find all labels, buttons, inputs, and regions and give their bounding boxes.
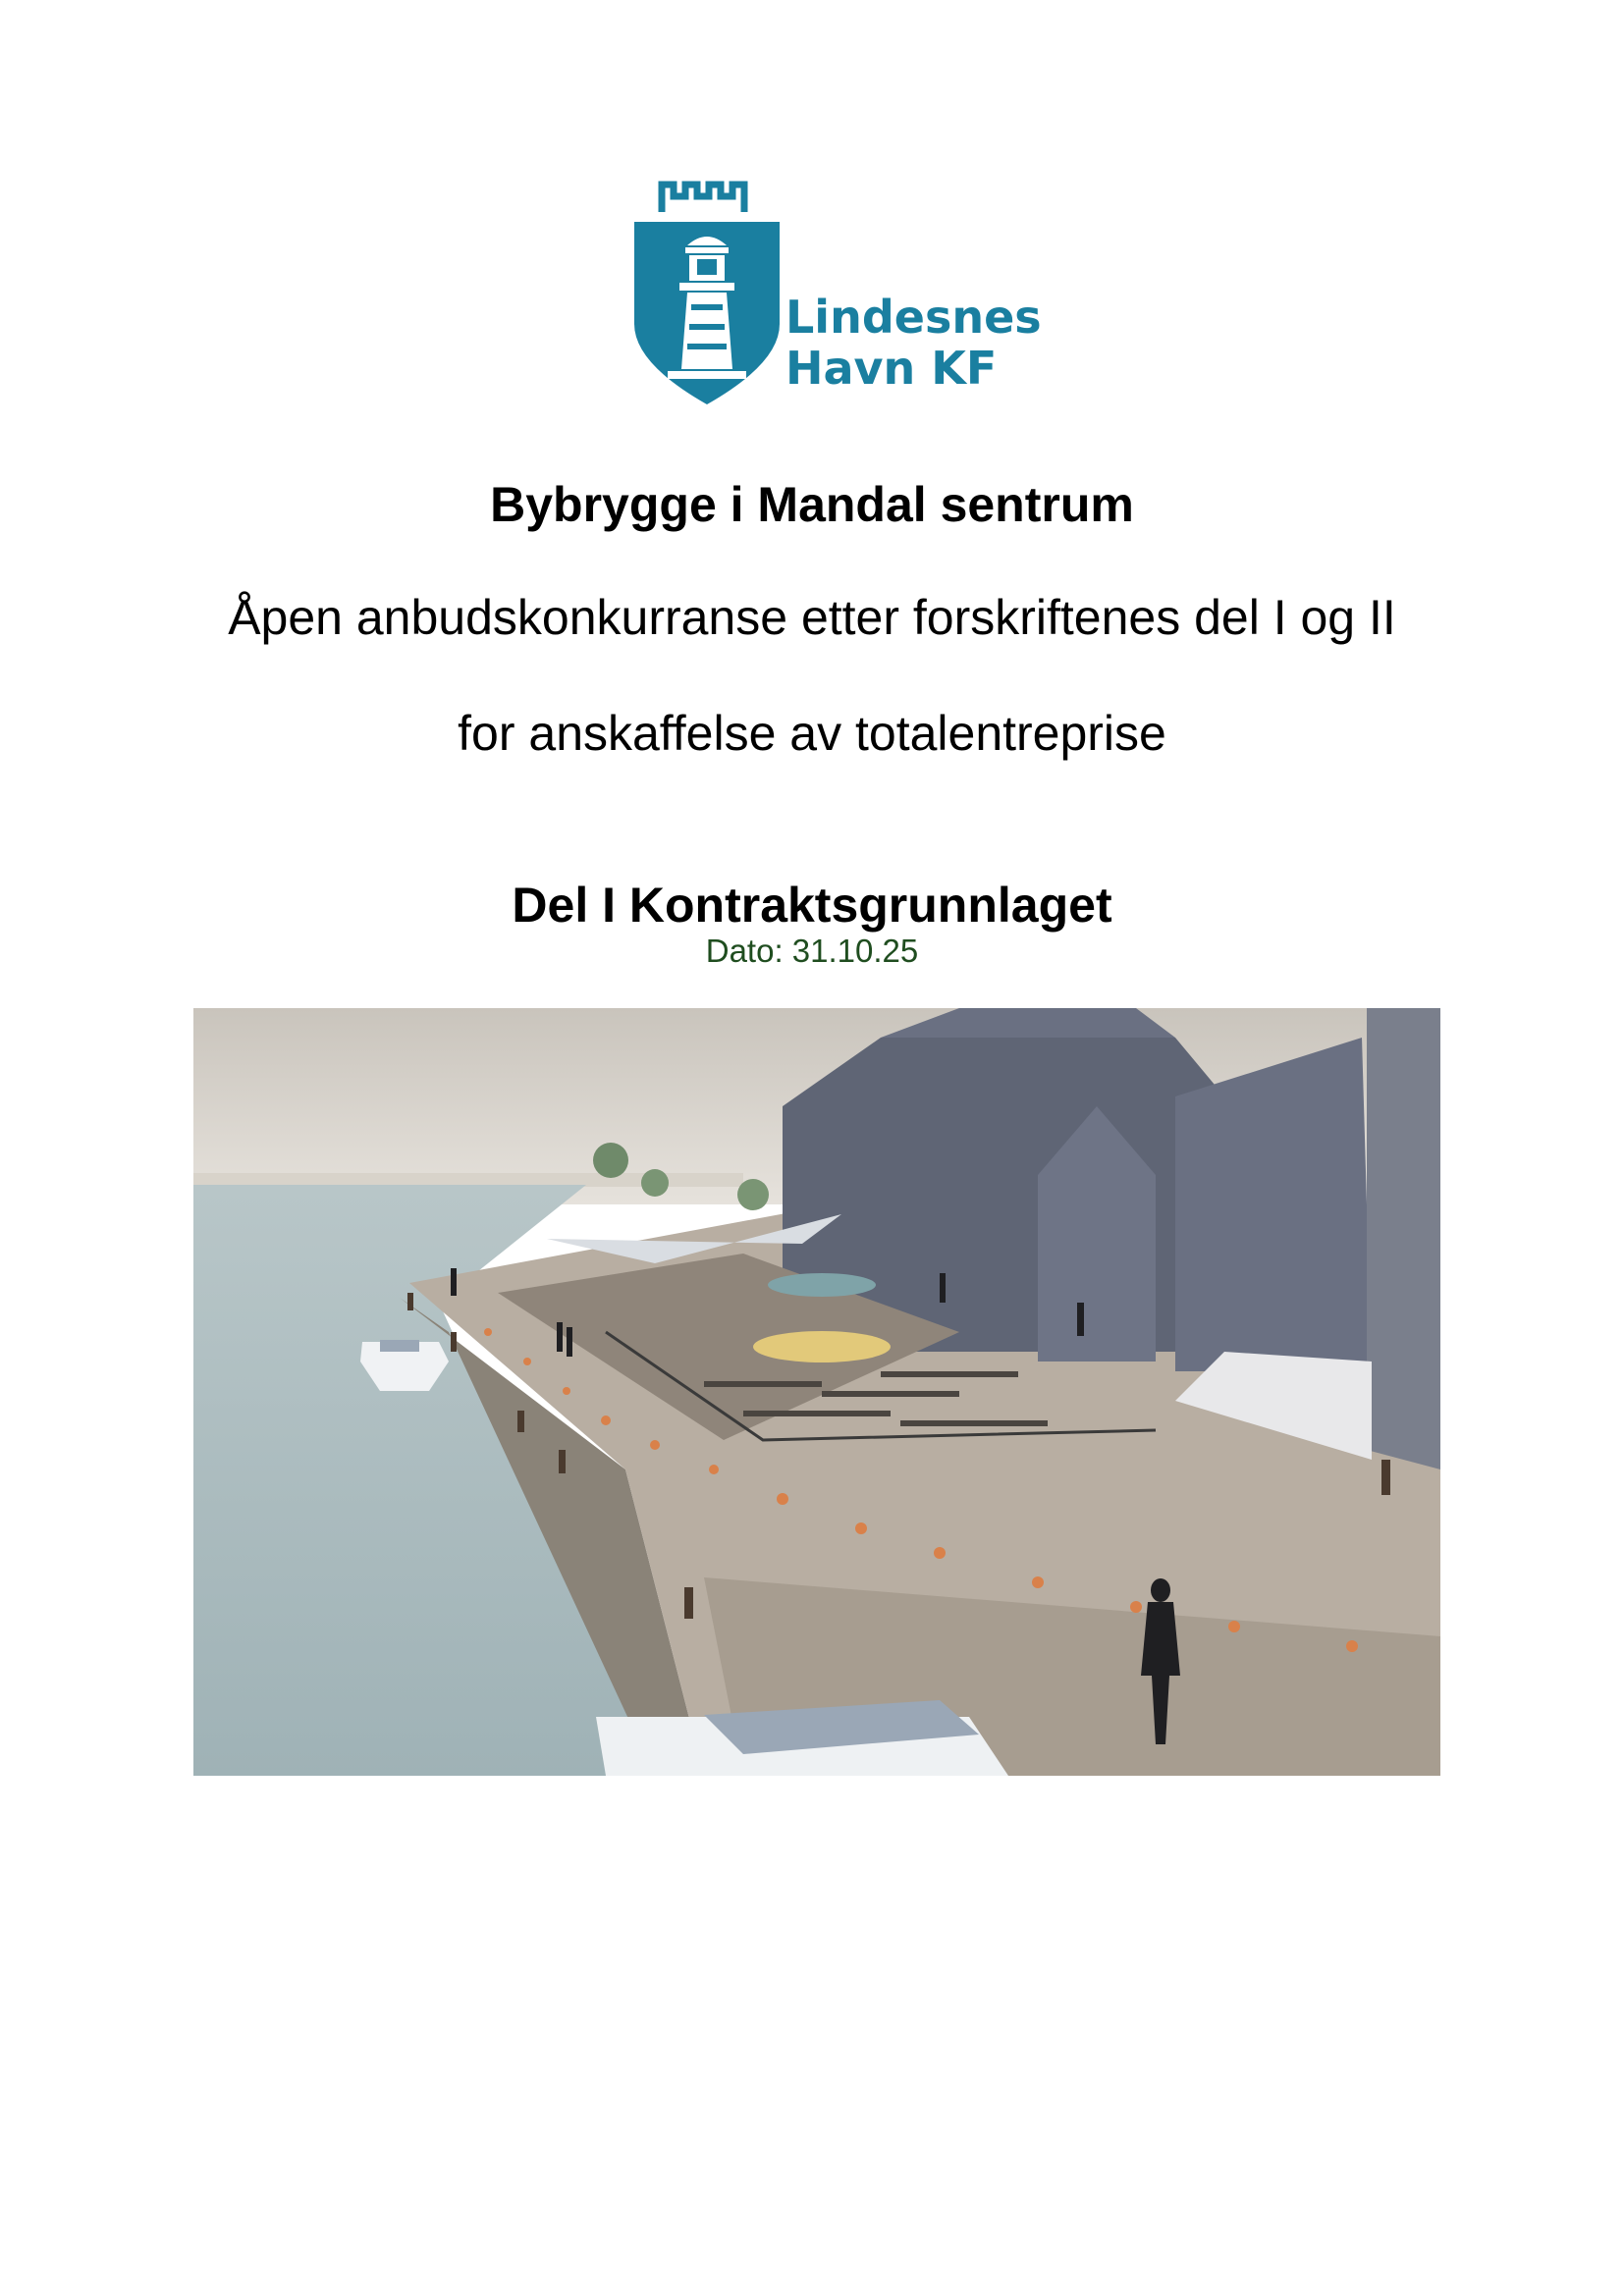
part-title: Del I Kontraktsgrunnlaget	[512, 878, 1112, 933]
logo-wordmark	[785, 293, 1042, 394]
document-subtitle-line-1: Åpen anbudskonkurranse etter forskriftenes del I og II	[228, 590, 1396, 645]
document-title: Bybrygge i Mandal sentrum	[490, 477, 1134, 532]
harbour-rendering-image	[193, 1008, 1440, 1776]
document-subtitle-line-2: for anskaffelse av totalentreprise	[458, 706, 1166, 761]
lindesnes-havn-logo	[628, 177, 1041, 412]
document-date: Dato: 31.10.25	[705, 933, 919, 969]
logo-line-1: Lindesnes	[785, 291, 1042, 344]
lighthouse-shield-icon	[628, 177, 785, 412]
logo-line-2: Havn KF	[785, 341, 998, 395]
